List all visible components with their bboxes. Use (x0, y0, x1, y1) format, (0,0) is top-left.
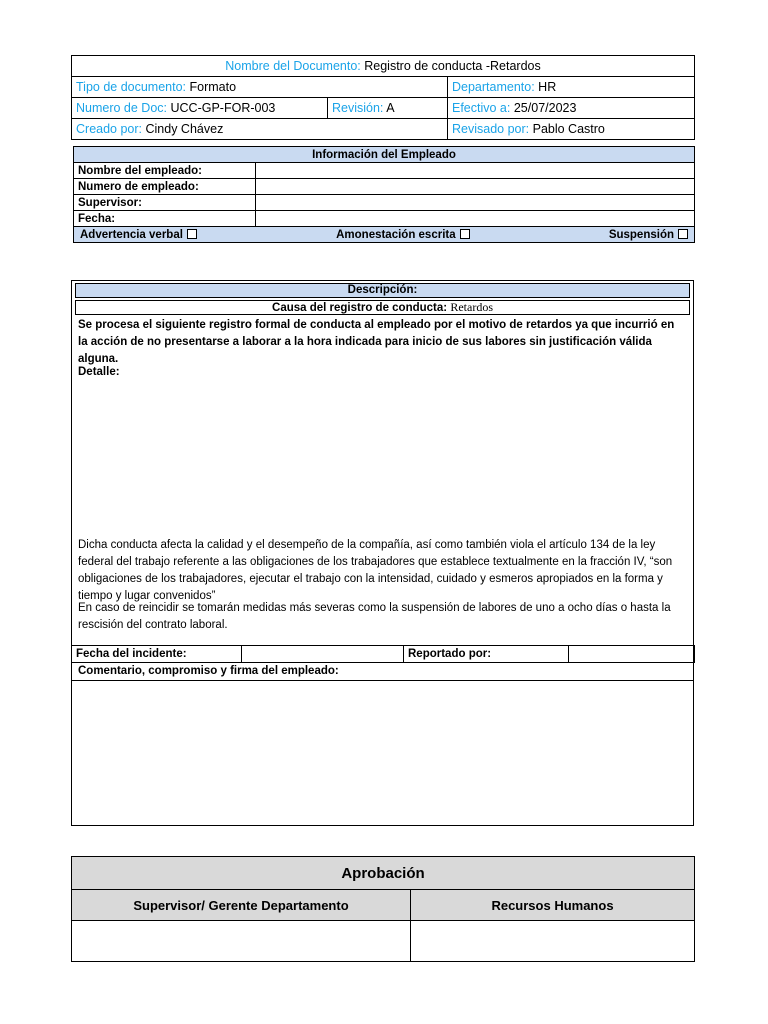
effective-value: 25/07/2023 (513, 101, 577, 115)
verbal-warning-option[interactable] (80, 229, 197, 241)
doc-number-cell (72, 98, 328, 119)
approval-title: Aprobación (72, 857, 695, 890)
department-label: Departamento: (452, 80, 535, 94)
incident-row (71, 645, 695, 663)
effective-cell (448, 98, 695, 119)
supervisor-label: Supervisor: (74, 195, 256, 211)
effective-label: Efectivo a: (452, 101, 511, 115)
written-warning-option[interactable] (336, 229, 470, 241)
doc-name-label: Nombre del Documento: (225, 59, 361, 73)
revision-label: Revisión: (332, 101, 384, 115)
verbal-warning-checkbox[interactable] (187, 229, 197, 239)
description-body-2: En caso de reincidir se tomarán medidas más severas como la suspensión de labores de uno a ocho días o hasta la rescisión del contrato laboral. (78, 602, 671, 631)
department-value: HR (538, 80, 557, 94)
suspension-checkbox[interactable] (678, 229, 688, 239)
comment-label: Comentario, compromiso y firma del empleado: (72, 663, 693, 681)
description-section (71, 280, 694, 826)
incident-date-label: Fecha del incidente: (72, 646, 242, 663)
supervisor-signature-field[interactable] (72, 921, 411, 962)
created-label: Creado por: (76, 122, 143, 136)
employee-name-label: Nombre del empleado: (74, 163, 256, 179)
cause-label: Causa del registro de conducta: (272, 302, 448, 314)
detail-label: Detalle: (78, 366, 120, 378)
employee-info-title: Información del Empleado (74, 147, 695, 163)
suspension-option[interactable] (609, 229, 688, 241)
description-intro: Se procesa el siguiente registro formal de conducta al empleado por el motivo de retardos ya que incurrió en la acción de no presentarse a laborar a la hora indicada para inicio de sus labores sin justificación válida alguna. (78, 319, 675, 365)
doc-type-cell (72, 77, 448, 98)
cause-row (75, 300, 690, 315)
suspension-label: Suspensión (608, 228, 674, 241)
department-cell (448, 77, 695, 98)
reviewed-cell (448, 119, 695, 140)
doc-type-value: Formato (189, 80, 237, 94)
supervisor-field[interactable] (256, 195, 695, 211)
hr-signature-field[interactable] (411, 921, 695, 962)
warning-type-row (74, 227, 695, 243)
revision-value: A (386, 101, 395, 115)
comment-area[interactable] (72, 681, 693, 825)
doc-name-cell (72, 56, 695, 77)
approval-col-hr: Recursos Humanos (411, 890, 695, 921)
reviewed-label: Revisado por: (452, 122, 530, 136)
created-value: Cindy Chávez (145, 122, 224, 136)
employee-number-label: Numero de empleado: (74, 179, 256, 195)
doc-name-value: Registro de conducta -Retardos (364, 59, 541, 73)
doc-number-label: Numero de Doc: (76, 101, 168, 115)
employee-info-table (73, 146, 695, 243)
document-header (71, 55, 695, 140)
cause-value: Retardos (450, 300, 493, 314)
approval-table (71, 856, 695, 962)
employee-name-field[interactable] (256, 163, 695, 179)
employee-number-field[interactable] (256, 179, 695, 195)
reviewed-value: Pablo Castro (532, 122, 605, 136)
incident-date-field[interactable] (242, 646, 404, 663)
revision-cell (328, 98, 448, 119)
doc-number-value: UCC-GP-FOR-003 (170, 101, 276, 115)
written-warning-checkbox[interactable] (460, 229, 470, 239)
description-title: Descripción: (75, 283, 690, 298)
written-warning-label: Amonestación escrita (336, 228, 456, 241)
doc-type-label: Tipo de documento: (76, 80, 187, 94)
reported-by-field[interactable] (569, 646, 695, 663)
approval-col-supervisor: Supervisor/ Gerente Departamento (72, 890, 411, 921)
verbal-warning-label: Advertencia verbal (80, 228, 183, 241)
created-cell (72, 119, 448, 140)
description-body-1: Dicha conducta afecta la calidad y el desempeño de la compañía, así como también viola el artículo 134 de la ley federal del trabajo referente a las obligaciones de los trabajadores que establece textualmente en la fracción IV, “son obligaciones de los trabajadores, ejecutar el trabajo con la intensidad, cuidado y esmeros apropiados en la forma y tiempo y lugar convenidos” (78, 539, 673, 602)
date-label: Fecha: (74, 211, 256, 227)
reported-by-label: Reportado por: (404, 646, 569, 663)
date-field[interactable] (256, 211, 695, 227)
